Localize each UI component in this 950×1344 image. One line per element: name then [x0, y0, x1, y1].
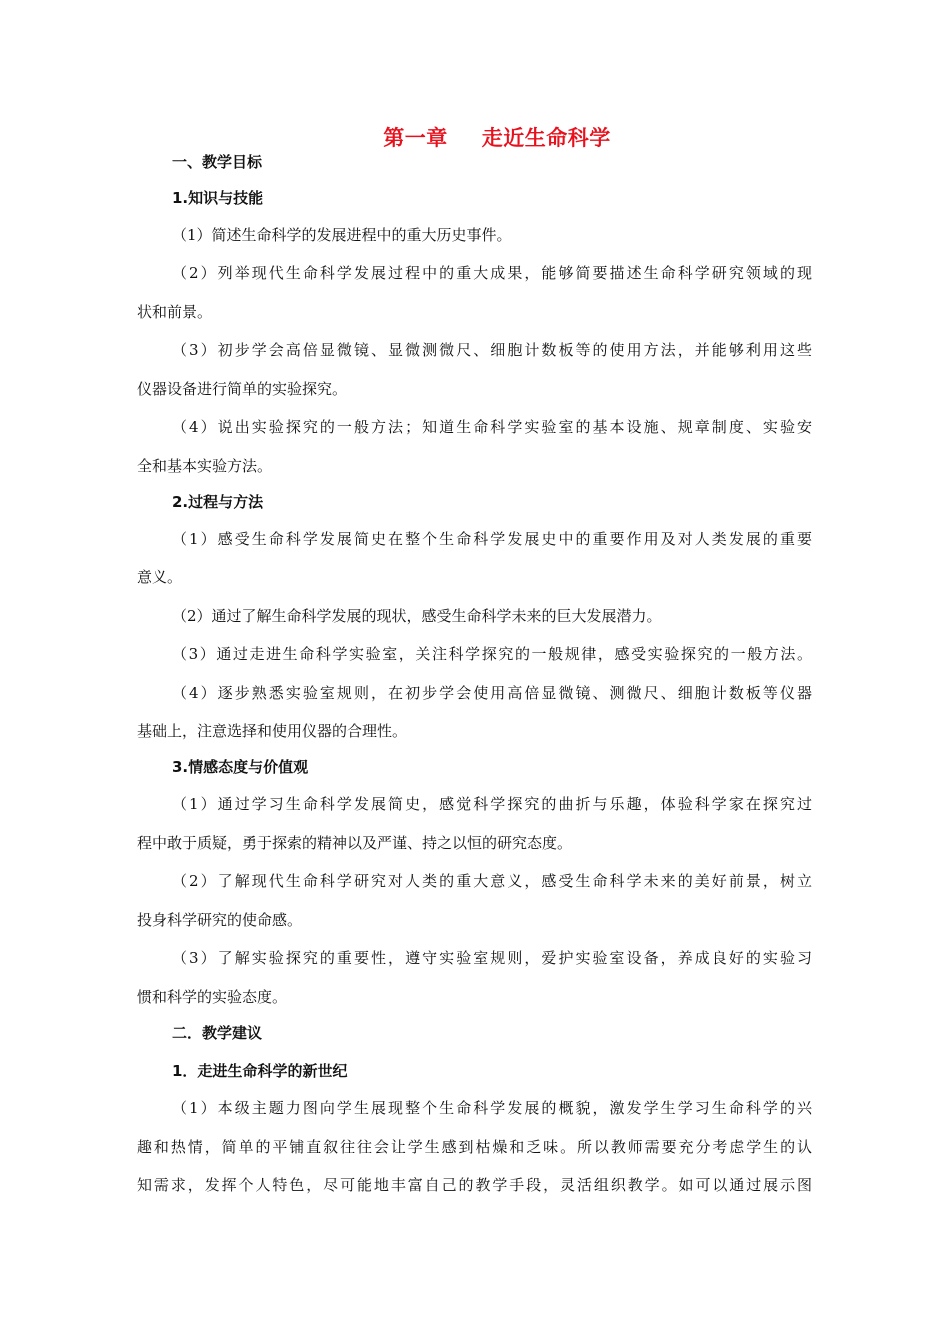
chapter-number: 第一章 — [383, 126, 448, 150]
paragraph-line: （2）了解现代生命科学研究对人类的重大意义，感受生命科学未来的美好前景，树立 — [172, 872, 812, 890]
subheading-knowledge-skills: 1.知识与技能 — [172, 189, 264, 207]
paragraph-line: （2）列举现代生命科学发展过程中的重大成果，能够简要描述生命科学研究领域的现 — [172, 264, 812, 282]
subheading-new-century: 1．走进生命科学的新世纪 — [172, 1062, 348, 1080]
paragraph-line: （3）初步学会高倍显微镜、显微测微尺、细胞计数板等的使用方法，并能够利用这些 — [172, 341, 812, 359]
paragraph-line: （4）逐步熟悉实验室规则，在初步学会使用高倍显微镜、测微尺、细胞计数板等仪器 — [172, 684, 812, 702]
paragraph-line: （3）了解实验探究的重要性，遵守实验室规则，爱护实验室设备，养成良好的实验习 — [172, 949, 812, 967]
paragraph-line: （3）通过走进生命科学实验室，关注科学探究的一般规律，感受实验探究的一般方法。 — [172, 645, 812, 663]
paragraph-line: 全和基本实验方法。 — [137, 457, 273, 475]
chapter-name: 走近生命科学 — [481, 126, 611, 150]
subheading-attitudes-values: 3.情感态度与价值观 — [172, 758, 309, 776]
paragraph-line: （1）通过学习生命科学发展简史，感觉科学探究的曲折与乐趣，体验科学家在探究过 — [172, 795, 812, 813]
subheading-process-methods: 2.过程与方法 — [172, 493, 264, 511]
paragraph-line: （1）感受生命科学发展简史在整个生命科学发展史中的重要作用及对人类发展的重要 — [172, 530, 812, 548]
paragraph-line: （2）通过了解生命科学发展的现状，感受生命科学未来的巨大发展潜力。 — [172, 607, 662, 625]
paragraph-line: 趣和热情，简单的平铺直叙往往会让学生感到枯燥和乏味。所以教师需要充分考虑学生的认 — [137, 1138, 812, 1156]
paragraph-line: 惯和科学的实验态度。 — [137, 988, 288, 1006]
paragraph-line: 知需求，发挥个人特色，尽可能地丰富自己的教学手段，灵活组织教学。如可以通过展示图 — [137, 1176, 812, 1194]
paragraph-line: （1）简述生命科学的发展进程中的重大历史事件。 — [172, 226, 512, 244]
paragraph-line: 程中敢于质疑，勇于探索的精神以及严谨、持之以恒的研究态度。 — [137, 834, 573, 852]
paragraph-line: 投身科学研究的使命感。 — [137, 911, 303, 929]
paragraph-line: （1）本级主题力图向学生展现整个生命科学发展的概貌，激发学生学习生命科学的兴 — [172, 1099, 812, 1117]
section-heading-objectives: 一、教学目标 — [172, 153, 263, 171]
section-heading-suggestions: 二．教学建议 — [172, 1024, 263, 1042]
chapter-title — [0, 122, 950, 152]
paragraph-line: （4）说出实验探究的一般方法；知道生命科学实验室的基本设施、规章制度、实验安 — [172, 418, 812, 436]
paragraph-line: 意义。 — [137, 568, 183, 586]
paragraph-line: 仪器设备进行简单的实验探究。 — [137, 380, 348, 398]
paragraph-line: 基础上，注意选择和使用仪器的合理性。 — [137, 722, 408, 740]
paragraph-line: 状和前景。 — [137, 303, 213, 321]
